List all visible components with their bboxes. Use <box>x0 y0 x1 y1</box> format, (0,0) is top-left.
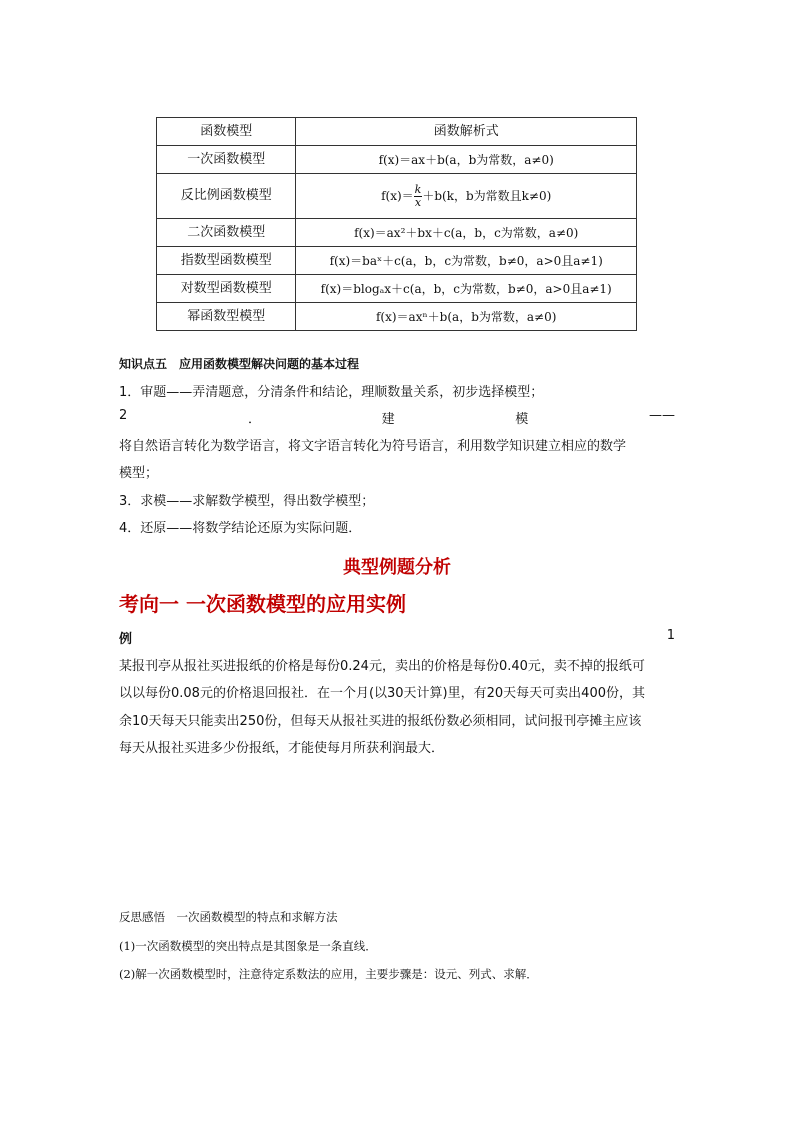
formula-cell: f(x)＝ax＋b(a，b为常数，a≠0) <box>296 146 637 174</box>
model-name-cell: 反比例函数模型 <box>157 174 296 219</box>
formula-cell: f(x)＝axⁿ＋b(a，b为常数，a≠0) <box>296 303 637 331</box>
example-label-row <box>119 628 675 647</box>
table-row <box>157 219 637 247</box>
reflection-title-text: 反思感悟 一次函数模型的特点和求解方法 <box>119 910 338 924</box>
example-text-line: 每天从报社买进多少份报纸，才能使每月所获利润最大． <box>119 741 445 756</box>
table-header-cell: 函数解析式 <box>296 118 637 146</box>
fraction-denominator: x <box>414 195 422 209</box>
step-3: 3．求模——求解数学模型，得出数学模型； <box>119 494 375 509</box>
step-2-char: 建 <box>381 412 395 427</box>
step-4: 4．还原——将数学结论还原为实际问题． <box>119 521 362 536</box>
reflection-point-1: (1)一次函数模型的突出特点是其图象是一条直线． <box>119 939 377 953</box>
step-2-header <box>119 408 675 427</box>
formula-cell: f(x)＝baˣ＋c(a，b，c为常数，b≠0，a>0且a≠1) <box>296 247 637 275</box>
step-2-dot: ． <box>247 412 261 427</box>
step-2-dash: —— <box>648 408 675 423</box>
example-text-line: 以以每份0.08元的价格退回报社．在一个月(以30天计算)里，有20天每天可卖出400份，其 <box>119 686 645 701</box>
step-2-text: 模型； <box>119 466 159 481</box>
example-number: 1 <box>666 628 675 643</box>
reflection-title <box>119 909 338 925</box>
table-row <box>157 247 637 275</box>
section-title: 知识点五 应用函数模型解决问题的基本过程 <box>119 357 360 371</box>
formula-suffix: ＋b(k，b为常数且k≠0) <box>422 188 552 203</box>
formula-cell: f(x)＝ax²＋bx＋c(a，b，c为常数，a≠0) <box>296 219 637 247</box>
table-row <box>157 146 637 174</box>
formula-prefix: f(x)＝ <box>381 188 414 203</box>
step-2-number: 2 <box>119 408 128 423</box>
model-name-cell: 二次函数模型 <box>157 219 296 247</box>
table-header-row <box>157 118 637 146</box>
step-2-text: 将自然语言转化为数学语言，将文字语言转化为符号语言，利用数学知识建立相应的数学 <box>119 439 627 454</box>
example-text-line: 某报刊亭从报社买进报纸的价格是每份0.24元，卖出的价格是每份0.40元，卖不掉的报纸可 <box>119 659 645 674</box>
table-row <box>157 174 637 219</box>
table-row <box>157 303 637 331</box>
step-2-char: 模 <box>515 412 529 427</box>
model-name-cell: 对数型函数模型 <box>157 275 296 303</box>
direction-heading: 考向一 一次函数模型的应用实例 <box>119 592 406 616</box>
table-header-cell: 函数模型 <box>157 118 296 146</box>
model-name-cell: 幂函数型模型 <box>157 303 296 331</box>
reflection-point-2: (2)解一次函数模型时，注意待定系数法的应用，主要步骤是：设元、列式、求解． <box>119 967 538 981</box>
fraction-numerator: k <box>414 182 422 196</box>
model-name-cell: 一次函数模型 <box>157 146 296 174</box>
formula-cell: f(x)＝blogₐx＋c(a，b，c为常数，b≠0，a>0且a≠1) <box>296 275 637 303</box>
model-name-cell: 指数型函数模型 <box>157 247 296 275</box>
table-row <box>157 275 637 303</box>
example-label: 例 <box>119 632 133 647</box>
step-1: 1．审题——弄清题意，分清条件和结论，理顺数量关系，初步选择模型； <box>119 385 544 400</box>
formula-cell <box>296 174 637 219</box>
function-model-table <box>156 117 637 331</box>
example-text-line: 余10天每天只能卖出250份，但每天从报社买进的报纸份数必须相同，试问报刊亭摊主应该 <box>119 714 642 729</box>
section-heading: 典型例题分析 <box>343 557 451 578</box>
